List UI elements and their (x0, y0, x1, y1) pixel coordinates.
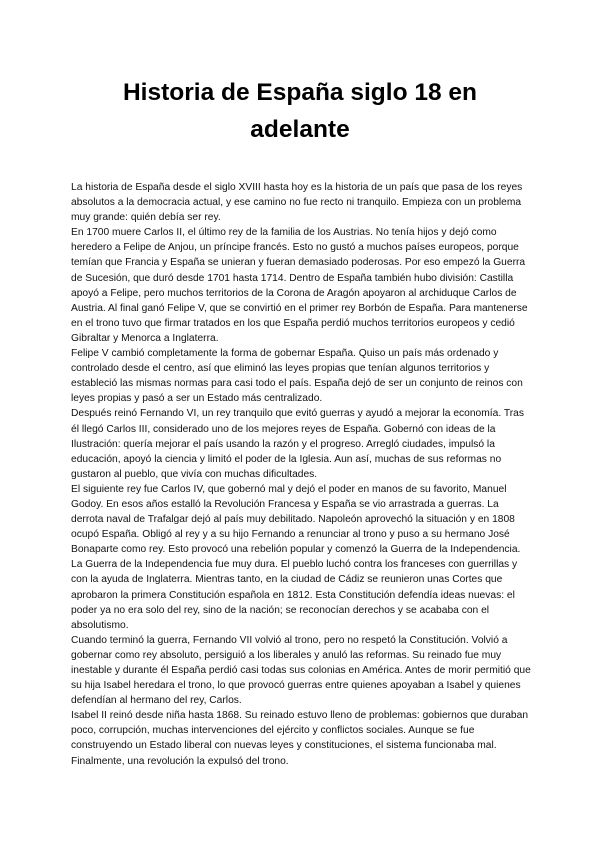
paragraph: Felipe V cambió completamente la forma de gobernar España. Quiso un país más ordenado y controlado desde el centro, así que eliminó las leyes propias que tenían algunos territorios y estableció las mismas normas para casi todo el país. España dejó de ser un conjunto de reinos con leyes propias y pasó a ser un Estado más centralizado. (71, 348, 523, 405)
paragraph: En 1700 muere Carlos II, el último rey de la familia de los Austrias. No tenía hijos y dejó como heredero a Felipe de Anjou, un príncipe francés. Esto no gustó a muchos países europeos, porque temían que Francia y España se unieran y fueran demasiado poderosas. Por eso empezó la Guerra de Sucesión, que duró desde 1701 hasta 1714. Dentro de España también hubo división: Castilla apoyó a Felipe, pero muchos territorios de la Corona de Aragón apoyaron al archiduque Carlos de Austria. Al final ganó Felipe V, que se convirtió en el primer rey Borbón de España. Para mantenerse en el trono tuvo que firmar tratados en los que España perdió muchos territorios europeos y cedió Gibraltar y Menorca a Inglaterra. (71, 227, 528, 344)
paragraph: Cuando terminó la guerra, Fernando VII volvió al trono, pero no respetó la Constitución. Volvió a gobernar como rey absoluto, persiguió a los liberales y anuló las reformas. Su reinado fue muy inestable y durante él España perdió casi todas sus colonias en América. Antes de morir permitió que su hija Isabel heredara el trono, lo que provocó guerras entre quienes apoyaban a Isabel y quienes defendían al hermano del rey, Carlos. (71, 634, 531, 707)
paragraph: La historia de España desde el siglo XVIII hasta hoy es la historia de un país que pasa de los reyes absolutos a la democracia actual, y ese camino no fue recto ni tranquilo. Empieza con un problema muy grande: quién debía ser rey. (71, 182, 523, 224)
paragraph: La Guerra de la Independencia fue muy dura. El pueblo luchó contra los franceses con guerrillas y con la ayuda de Inglaterra. Mientras tanto, en la ciudad de Cádiz se reunieron unas Cortes que aprobaron la primera Constitución española en 1812. Esta Constitución defendía ideas nuevas: el poder ya no era solo del rey, sino de la nación; se reconocían derechos y se acababa con el absolutismo. (71, 559, 518, 631)
paragraph: Después reinó Fernando VI, un rey tranquilo que evitó guerras y ayudó a mejorar la economía. Tras él llegó Carlos III, considerado uno de los mejores reyes de España. Gobernó con ideas de la Ilustración: quería mejorar el país usando la razón y el progreso. Arregló ciudades, impulsó la educación, apoyó la ciencia y limitó el poder de la Iglesia. Aun así, muchas de sus reformas no gustaron al pueblo, que vivía con muchas dificultades. (71, 408, 524, 480)
paragraph: Isabel II reinó desde niña hasta 1868. Su reinado estuvo lleno de problemas: gobiernos que duraban poco, corrupción, muchas intervenciones del ejército y conflictos sociales. Aunque se fue construyendo un Estado liberal con nuevas leyes y constituciones, el sistema funcionaba mal. Finalmente, una revolución la expulsó del trono. (71, 710, 529, 767)
document-title: Historia de España siglo 18 en adelante (122, 79, 477, 143)
document-body (71, 180, 533, 769)
paragraph: El siguiente rey fue Carlos IV, que gobernó mal y dejó el poder en manos de su favorito, Manuel Godoy. En esos años estalló la Revolución Francesa y España se vio arrastrada a guerras. La derrota naval de Trafalgar dejó al país muy debilitado. Napoleón aprovechó la situación y en 1808 ocupó España. Obligó al rey y a su hijo Fernando a renunciar al trono y puso a su hermano José Bonaparte como rey. Esto provocó una rebelión popular y comenzó la Guerra de la Independencia. (71, 483, 521, 556)
